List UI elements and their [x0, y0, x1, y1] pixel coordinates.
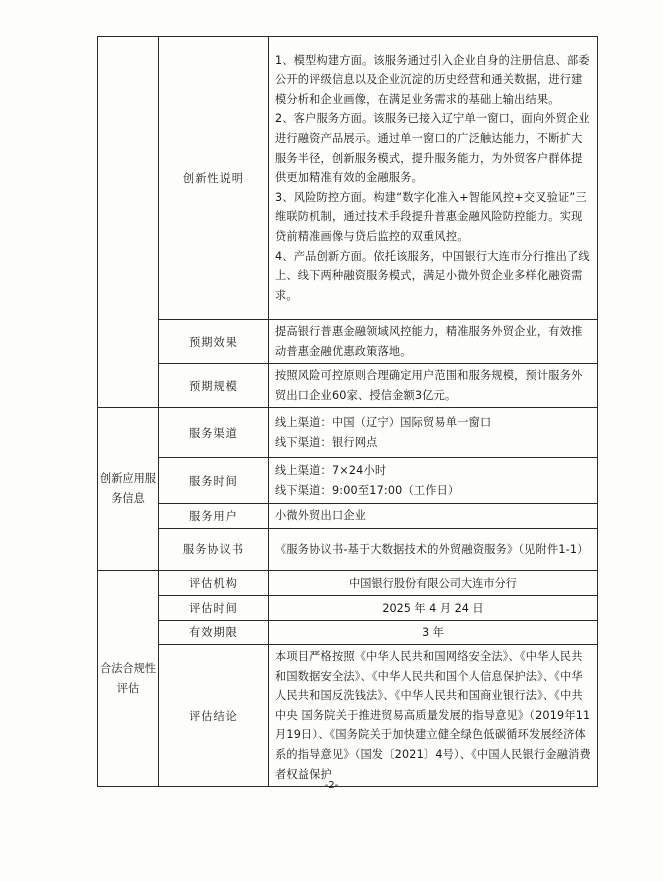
conclusion-label: 评估结论	[159, 644, 269, 786]
service-channel-text	[269, 408, 598, 458]
table-row	[98, 528, 598, 570]
service-channel-online: 线上渠道：中国（辽宁）国际贸易单一窗口	[275, 416, 492, 430]
expected-effect-text: 提高银行普惠金融领域风控能力，精准服务外贸企业，有效推动普惠金融优惠政策落地。	[269, 320, 598, 364]
conclusion-text: 本项目严格按照《中华人民共和国网络安全法》、《中华人民共和国数据安全法》、《中华人民共和国个人信息保护法》、《中华人民共和国反洗钱法》、《中华人民共和国商业银行法》、《中共中央 国务院关于推进贸易高质量发展的指导意见》（2019年11月19日）、《国务院关于加快建立健全绿色低碳循环发展经济体系的指导意见》（国发〔2021〕4号）、《中国人民银行金融消费者权益保护	[269, 644, 598, 786]
innovation-paragraph: 3、风险防控方面。构建“数字化准入+智能风控+交叉验证”三维联防机制，通过技术手段提升普惠金融风险防控能力。实现贷前精准画像与贷后监控的双重风控。	[275, 190, 587, 243]
assessment-org-value: 中国银行股份有限公司大连市分行	[269, 570, 598, 595]
service-time-offline: 线下渠道：9:00至17:00（工作日）	[275, 483, 460, 497]
table-row	[98, 364, 598, 408]
service-time-online: 线上渠道：7×24小时	[275, 464, 387, 478]
expected-scale-label: 预期规模	[159, 364, 269, 408]
table-row	[98, 644, 598, 786]
table-row	[98, 620, 598, 644]
table-row	[98, 504, 598, 529]
table-row	[98, 458, 598, 504]
service-time-text	[269, 458, 598, 504]
innovation-paragraph: 1、模型构建方面。该服务通过引入企业自身的注册信息、部委公开的评级信息以及企业沉淀的历史经营和通关数据，进行建模分析和企业画像，在满足业务需求的基础上输出结果。	[275, 53, 590, 106]
service-users-label: 服务用户	[159, 504, 269, 529]
table-row	[98, 570, 598, 595]
service-users-text: 小微外贸出口企业	[269, 504, 598, 529]
compliance-section-label: 合法合规性评估	[98, 570, 159, 786]
service-agreement-label: 服务协议书	[159, 528, 269, 570]
validity-value: 3 年	[269, 620, 598, 644]
service-info-section-label: 创新应用服务信息	[98, 408, 159, 571]
table-row	[98, 408, 598, 458]
service-agreement-text: 《服务协议书-基于大数据技术的外贸融资服务》（见附件1-1）	[269, 528, 598, 570]
table-row	[98, 595, 598, 620]
expected-effect-label: 预期效果	[159, 320, 269, 364]
assessment-date-label: 评估时间	[159, 595, 269, 620]
assessment-date-value: 2025 年 4 月 24 日	[269, 595, 598, 620]
assessment-org-label: 评估机构	[159, 570, 269, 595]
service-channel-label: 服务渠道	[159, 408, 269, 458]
service-channel-offline: 线下渠道：银行网点	[275, 435, 378, 449]
blank-section-cell	[98, 37, 159, 408]
innovation-text	[269, 37, 598, 320]
table-row	[98, 320, 598, 364]
innovation-label: 创新性说明	[159, 37, 269, 320]
innovation-paragraph: 4、产品创新方面。依托该服务，中国银行大连市分行推出了线上、线下两种融资服务模式，满足小微外贸企业多样化融资需求。	[275, 249, 590, 302]
page-number: -2-	[324, 780, 339, 791]
table-row	[98, 37, 598, 320]
validity-label: 有效期限	[159, 620, 269, 644]
info-table	[97, 36, 598, 787]
expected-scale-text: 按照风险可控原则合理确定用户范围和服务规模，预计服务外贸出口企业60家、授信金额3亿元。	[269, 364, 598, 408]
innovation-paragraph: 2、客户服务方面。该服务已接入辽宁单一窗口，面向外贸企业进行融资产品展示。通过单一窗口的广泛触达能力，不断扩大服务半径，创新服务模式，提升服务能力，为外贸客户群体提供更加精准有效的金融服务。	[275, 112, 590, 185]
service-time-label: 服务时间	[159, 458, 269, 504]
